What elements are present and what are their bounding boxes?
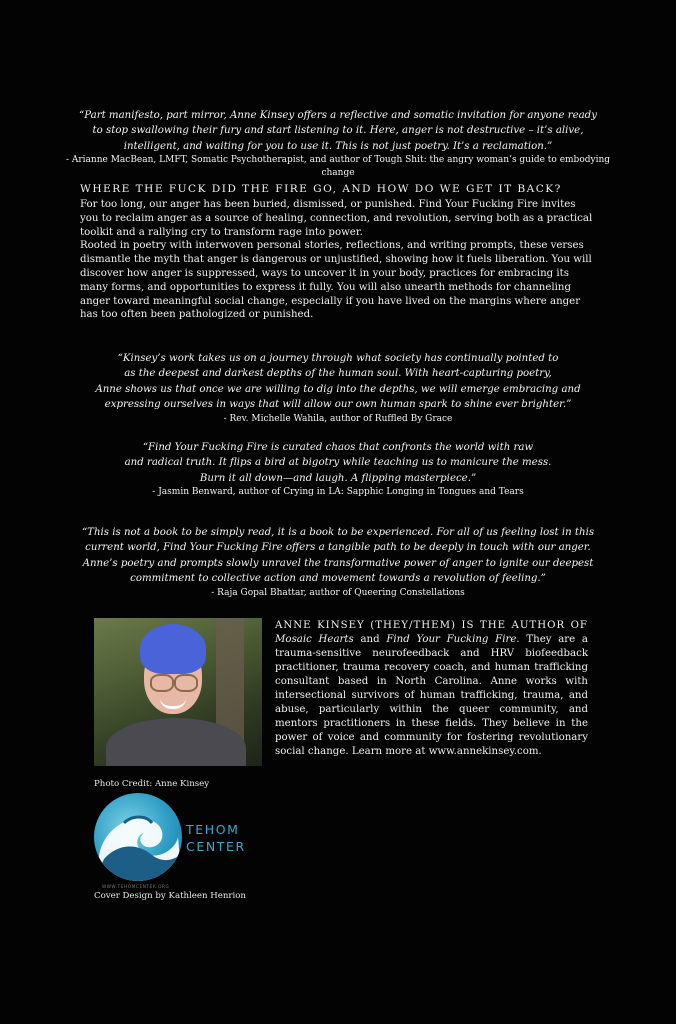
bio-text: . They are a trauma-sensitive neurofeedback and HRV biofeedback practitioner, trauma recovery coach, and human trafficking consultant based in North Carolina. Anne works with intersectional survivors of human trafficking, trauma, and abuse, particularly within the queer community, and mentors practitioners in these fields. They believe in the power of voice and community for fostering revolutionary social change. Learn more at www.annekinsey.com. [275, 634, 588, 757]
logo-wordmark: TEHOM CENTER [186, 822, 246, 854]
quote-3-text: “Find Your Fucking Fire is curated chaos that confronts the world with raw and radical truth. It flips a bird at bigotry while teaching us to manicure the mess. Burn it all down—and laugh. A flipping masterpiece.” [124, 442, 552, 484]
quote-2-text: “Kinsey’s work takes us on a journey through what society has continually pointed to as the deepest and darkest depths of the human soul. With heart-capturing poetry, Anne shows us that once we are willing to dig into the depths, we will emerge embracing and expressing ourselves in ways that will allow our own human spark to shine ever brighter.” [95, 353, 581, 411]
author-bio: ANNE KINSEY (THEY/THEM) IS THE AUTHOR OF Mosaic Hearts and Find Your Fucking Fire. They are a trauma-sensitive neurofeedback and HRV biofeedback practitioner, trauma recovery coach, and human trafficking consultant based in North Carolina. Anne works with intersectional survivors of human trafficking, trauma, and abuse, particularly within the queer community, and mentors practitioners in these fields. They believe in the power of voice and community for fostering revolutionary social change. Learn more at www.annekinsey.com. [275, 620, 588, 757]
bio-lead: ANNE KINSEY (THEY/THEM) IS THE AUTHOR OF [275, 620, 588, 631]
blurb-paragraph-1: For too long, our anger has been buried, dismissed, or punished. Find Your Fucking Fire invites you to reclaim anger as a source of healing, connection, and revolution, serving both as a practical toolkit and a rallying cry to transform rage into power. [80, 199, 593, 238]
quote-3 [100, 440, 576, 499]
quote-4-text: “This is not a book to be simply read, it is a book to be experienced. For all of us feeling lost in this current world, Find Your Fucking Fire offers a tangible path to be deeply in touch with our anger. Anne’s poetry and prompts slowly unravel the transformative power of anger to ignite our deepest commitment to collective action and movement towards a revolution of feeling.” [81, 527, 595, 585]
quote-4-attribution: - Raja Gopal Bhattar, author of Queering Constellations [211, 587, 465, 598]
blurb [80, 198, 594, 322]
wave-logo-icon [94, 793, 182, 881]
quote-3-attribution: - Jasmin Benward, author of Crying in LA: Sapphic Longing in Tongues and Tears [152, 487, 524, 498]
photo-credit: Photo Credit: Anne Kinsey [94, 779, 210, 789]
quote-2 [80, 351, 596, 426]
quote-4 [60, 525, 616, 600]
quote-1-attribution: - Arianne MacBean, LMFT, Somatic Psychotherapist, and author of Tough Shit: the angry woman’s guide to embodying change [65, 155, 611, 179]
quote-1-text: “Part manifesto, part mirror, Anne Kinsey offers a reflective and somatic invitation for anyone ready to stop swallowing their fury and start listening to it. Here, anger is not destructive – it’s alive, intelligent, and waiting for you to use it. This is not just poetry. It’s a reclamation.” [79, 110, 597, 152]
bio-book-1: Mosaic Hearts [275, 634, 354, 645]
cover-credit: Cover Design by Kathleen Henrion [94, 891, 246, 901]
author-photo [94, 618, 262, 766]
logo-url: WWW.TEHOMCENTER.ORG [102, 884, 170, 889]
quote-1 [60, 108, 616, 180]
headline: WHERE THE FUCK DID THE FIRE GO, AND HOW DO WE GET IT BACK? [80, 183, 562, 195]
tehom-center-logo [94, 793, 259, 893]
bio-book-2: Find Your Fucking Fire [386, 634, 517, 645]
blurb-paragraph-2: Rooted in poetry with interwoven personal stories, reflections, and writing prompts, these verses dismantle the myth that anger is dangerous or unjustified, showing how it fuels liberation. You will discover how anger is suppressed, ways to uncover it in your body, practices for embracing its many forms, and opportunities to express it fully. You will also unearth methods for channeling anger toward meaningful social change, especially if you have lived on the margins where anger has too often been pathologized or punished. [80, 240, 592, 321]
quote-2-attribution: - Rev. Michelle Wahila, author of Ruffled By Grace [223, 413, 453, 424]
